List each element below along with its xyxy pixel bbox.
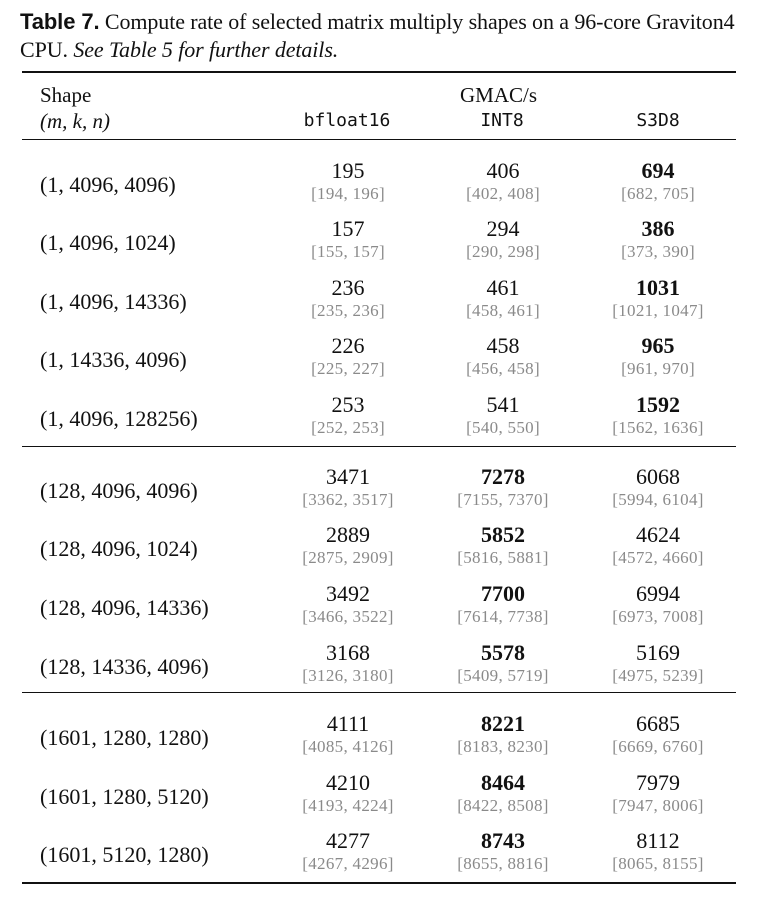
value-cell: [433, 158, 573, 204]
confidence-interval: [8422, 8508]: [457, 796, 549, 815]
shape-cell: (1601, 1280, 1280): [40, 725, 209, 750]
confidence-interval: [1562, 1636]: [612, 418, 704, 437]
shape-cell: (1601, 5120, 1280): [40, 842, 209, 867]
rate-value: 1592: [636, 392, 680, 417]
table-row: [0, 392, 759, 450]
rate-value: 7979: [636, 770, 680, 795]
rate-value: 7700: [481, 581, 525, 606]
caption-note: See Table 5 for further details.: [73, 37, 339, 62]
shape-cell: (1, 14336, 4096): [40, 347, 187, 372]
value-cell: [588, 770, 728, 816]
value-cell: [588, 522, 728, 568]
table-caption: [20, 8, 742, 64]
value-cell: [433, 392, 573, 438]
confidence-interval: [8183, 8230]: [457, 737, 549, 756]
rate-value: 406: [486, 158, 520, 183]
rate-value: 3168: [326, 640, 370, 665]
value-cell: [588, 392, 728, 438]
confidence-interval: [1021, 1047]: [612, 301, 704, 320]
value-cell: [278, 158, 418, 204]
rate-value: 5578: [481, 640, 525, 665]
confidence-interval: [6669, 6760]: [612, 737, 704, 756]
rate-value: 4624: [636, 522, 680, 547]
rate-value: 4277: [326, 828, 370, 853]
confidence-interval: [458, 461]: [466, 301, 540, 320]
confidence-interval: [4267, 4296]: [302, 854, 394, 873]
col-header-s3d8: S3D8: [636, 110, 680, 131]
rate-value: 8464: [481, 770, 525, 795]
value-cell: [433, 522, 573, 568]
rate-value: 8221: [481, 711, 525, 736]
rate-value: 6994: [636, 581, 680, 606]
rate-value: 8112: [636, 828, 680, 853]
confidence-interval: [7155, 7370]: [457, 490, 549, 509]
value-cell: [588, 828, 728, 874]
value-cell: [588, 581, 728, 627]
value-cell: [588, 711, 728, 757]
rate-value: 157: [331, 216, 365, 241]
confidence-interval: [682, 705]: [621, 184, 695, 203]
confidence-interval: [3126, 3180]: [302, 666, 394, 685]
confidence-interval: [3466, 3522]: [302, 607, 394, 626]
value-cell: [278, 333, 418, 379]
value-cell: [278, 392, 418, 438]
value-cell: [278, 522, 418, 568]
value-cell: [278, 770, 418, 816]
rate-value: 5169: [636, 640, 680, 665]
confidence-interval: [235, 236]: [311, 301, 385, 320]
value-cell: [588, 216, 728, 262]
gmac-header: GMAC/s: [460, 83, 538, 107]
confidence-interval: [194, 196]: [311, 184, 385, 203]
rate-value: 236: [331, 275, 365, 300]
value-cell: [588, 158, 728, 204]
rate-value: 4210: [326, 770, 370, 795]
col-header-bfloat16: bfloat16: [303, 110, 391, 131]
shape-cell: (1601, 1280, 5120): [40, 784, 209, 809]
confidence-interval: [7947, 8006]: [612, 796, 704, 815]
confidence-interval: [373, 390]: [621, 242, 695, 261]
value-cell: [278, 275, 418, 321]
table-row: [0, 158, 759, 216]
value-cell: [278, 216, 418, 262]
confidence-interval: [4193, 4224]: [302, 796, 394, 815]
top-rule: [22, 71, 736, 73]
table-row: [0, 464, 759, 522]
header-rule: [22, 139, 736, 140]
confidence-interval: [8065, 8155]: [612, 854, 704, 873]
rate-value: 965: [641, 333, 675, 358]
rate-value: 226: [331, 333, 365, 358]
value-cell: [433, 464, 573, 510]
rate-value: 5852: [481, 522, 525, 547]
col-header-int8: INT8: [480, 110, 524, 131]
confidence-interval: [155, 157]: [311, 242, 385, 261]
table-row: [0, 711, 759, 769]
shape-cell: (128, 4096, 1024): [40, 536, 198, 561]
value-cell: [278, 828, 418, 874]
value-cell: [433, 770, 573, 816]
table-row: [0, 333, 759, 391]
rate-value: 253: [331, 392, 365, 417]
rate-value: 1031: [636, 275, 680, 300]
value-cell: [433, 581, 573, 627]
value-cell: [433, 640, 573, 686]
confidence-interval: [290, 298]: [466, 242, 540, 261]
shape-cell: (1, 4096, 4096): [40, 172, 176, 197]
confidence-interval: [402, 408]: [466, 184, 540, 203]
confidence-interval: [6973, 7008]: [612, 607, 704, 626]
confidence-interval: [8655, 8816]: [457, 854, 549, 873]
value-cell: [588, 275, 728, 321]
confidence-interval: [5409, 5719]: [457, 666, 549, 685]
table-row: [0, 770, 759, 828]
value-cell: [278, 581, 418, 627]
rate-value: 694: [641, 158, 675, 183]
shape-header-params: (m, k, n): [40, 109, 110, 133]
table-row: [0, 275, 759, 333]
table-row: [0, 581, 759, 639]
value-cell: [433, 333, 573, 379]
value-cell: [588, 640, 728, 686]
confidence-interval: [5816, 5881]: [457, 548, 549, 567]
shape-cell: (128, 4096, 14336): [40, 595, 209, 620]
caption-label: Table 7.: [20, 9, 100, 34]
confidence-interval: [252, 253]: [311, 418, 385, 437]
rate-value: 6685: [636, 711, 680, 736]
confidence-interval: [225, 227]: [311, 359, 385, 378]
rate-value: 6068: [636, 464, 680, 489]
shape-header-label: Shape: [40, 83, 92, 107]
confidence-interval: [2875, 2909]: [302, 548, 394, 567]
confidence-interval: [5994, 6104]: [612, 490, 704, 509]
table-row: [0, 640, 759, 698]
shape-header: [40, 82, 110, 134]
value-cell: [278, 464, 418, 510]
value-cell: [588, 333, 728, 379]
shape-cell: (128, 4096, 4096): [40, 478, 198, 503]
confidence-interval: [456, 458]: [466, 359, 540, 378]
caption-text: Compute rate of selected matrix multiply shapes on a 96-core Graviton4 CPU.: [20, 9, 735, 62]
rate-value: 458: [486, 333, 520, 358]
confidence-interval: [4572, 4660]: [612, 548, 704, 567]
rate-value: 541: [486, 392, 520, 417]
confidence-interval: [7614, 7738]: [457, 607, 549, 626]
rate-value: 3492: [326, 581, 370, 606]
value-cell: [433, 828, 573, 874]
shape-cell: (1, 4096, 1024): [40, 230, 176, 255]
rate-value: 8743: [481, 828, 525, 853]
table-row: [0, 522, 759, 580]
confidence-interval: [4975, 5239]: [612, 666, 704, 685]
value-cell: [588, 464, 728, 510]
shape-cell: (128, 14336, 4096): [40, 654, 209, 679]
confidence-interval: [3362, 3517]: [302, 490, 394, 509]
rate-value: 386: [641, 216, 675, 241]
value-cell: [433, 275, 573, 321]
confidence-interval: [4085, 4126]: [302, 737, 394, 756]
rate-value: 4111: [326, 711, 370, 736]
rate-value: 195: [331, 158, 365, 183]
table-row: [0, 828, 759, 886]
rate-value: 294: [486, 216, 520, 241]
value-cell: [278, 640, 418, 686]
rate-value: 2889: [326, 522, 370, 547]
table-row: [0, 216, 759, 274]
rate-value: 461: [486, 275, 520, 300]
value-cell: [433, 711, 573, 757]
shape-cell: (1, 4096, 14336): [40, 289, 187, 314]
confidence-interval: [540, 550]: [466, 418, 540, 437]
shape-cell: (1, 4096, 128256): [40, 406, 198, 431]
value-cell: [278, 711, 418, 757]
rate-value: 3471: [326, 464, 370, 489]
rate-value: 7278: [481, 464, 525, 489]
confidence-interval: [961, 970]: [621, 359, 695, 378]
value-cell: [433, 216, 573, 262]
